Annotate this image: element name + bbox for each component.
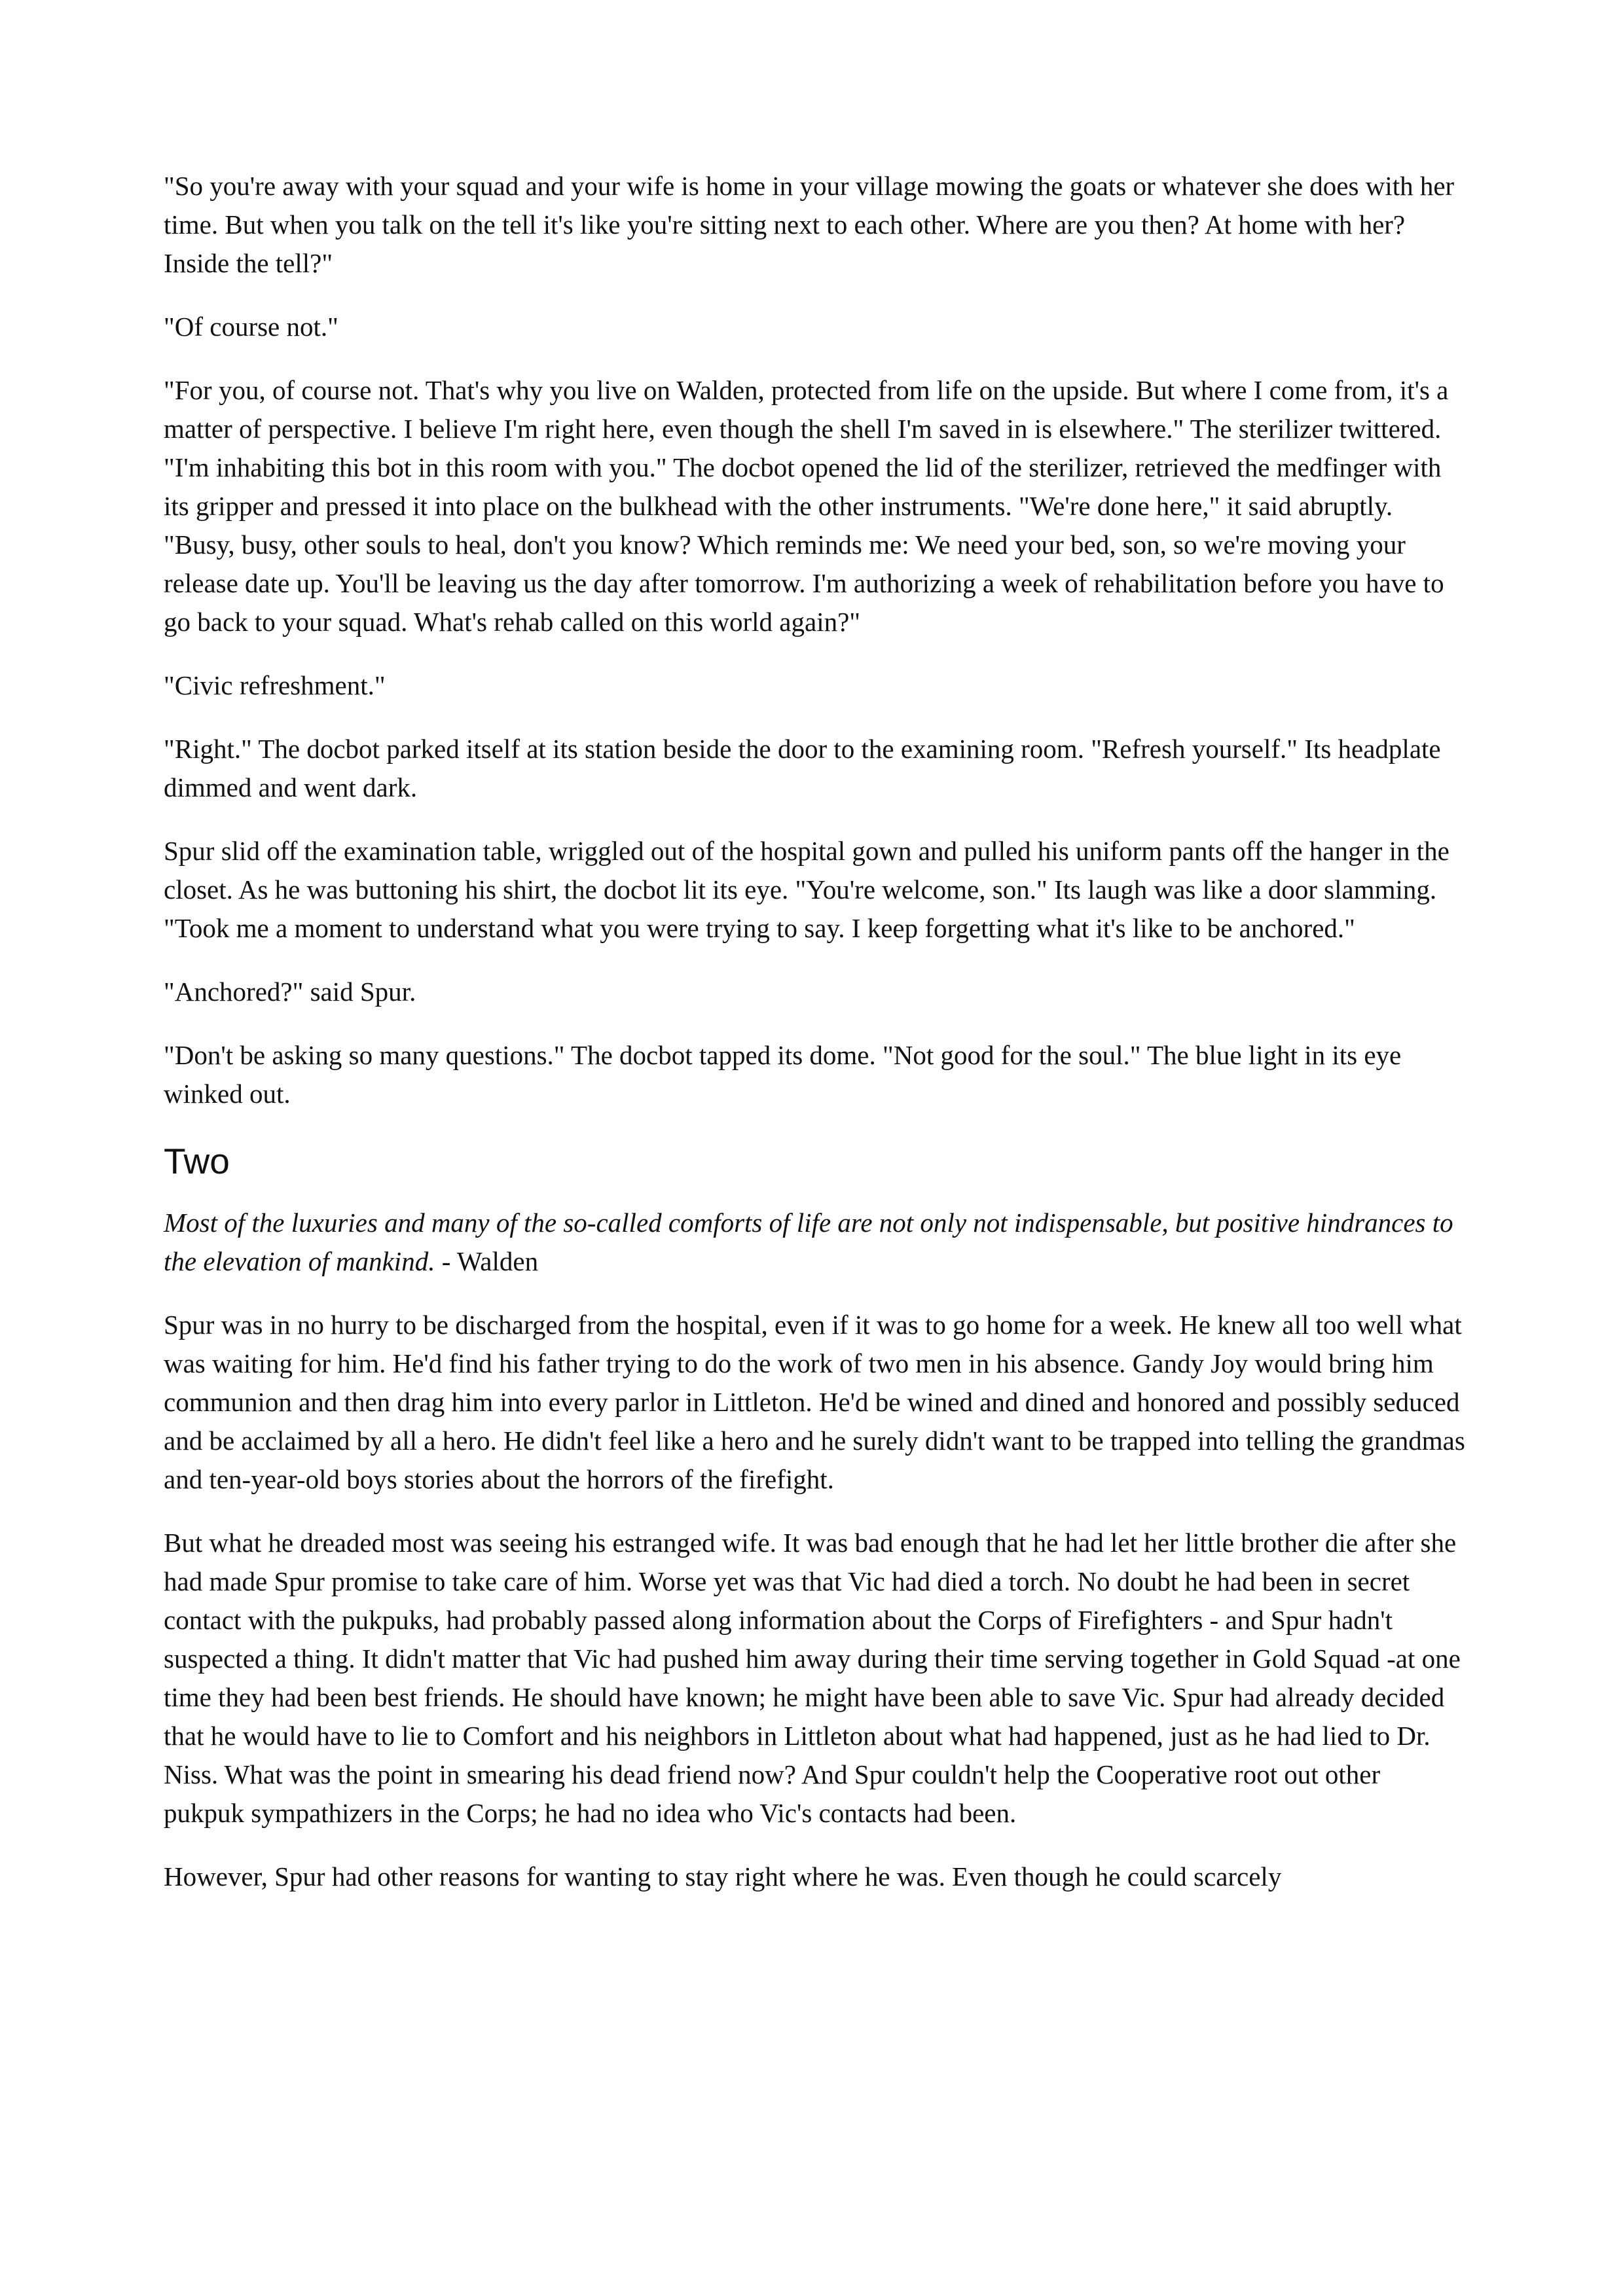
epigraph-quote: Most of the luxuries and many of the so-called comforts of life are not only not indispensable, but positive hindrances to the elevation of mankind. <box>164 1208 1453 1276</box>
paragraph: "For you, of course not. That's why you live on Walden, protected from life on the upside. But where I come from, it's a matter of perspective. I believe I'm right here, even though the shell I'm saved in is elsewhere." The sterilizer twittered. "I'm inhabiting this bot in this room with you." The docbot opened the lid of the sterilizer, retrieved the medfinger with its gripper and pressed it into place on the bulkhead with the other instruments. "We're done here," it said abruptly. "Busy, busy, other souls to heal, don't you know? Which reminds me: We need your bed, son, so we're moving your release date up. You'll be leaving us the day after tomorrow. I'm authorizing a week of rehabilitation before you have to go back to your squad. What's rehab called on this world again?" <box>164 375 1449 637</box>
chapter-heading: Two <box>164 1141 230 1181</box>
paragraph: Spur was in no hurry to be discharged from the hospital, even if it was to go home for a week. He knew all too well what was waiting for him. He'd find his father trying to do the work of two men in his absence. Gandy Joy would bring him communion and then drag him into every parlor in Littleton. He'd be wined and dined and honored and possibly seduced and be acclaimed by all a hero. He didn't feel like a hero and he surely didn't want to be trapped into telling the grandmas and ten-year-old boys stories about the horrors of the firefight. <box>164 1310 1465 1494</box>
paragraph: "Of course not." <box>164 312 338 342</box>
paragraph: But what he dreaded most was seeing his estranged wife. It was bad enough that he had let her little brother die after she had made Spur promise to take care of him. Worse yet was that Vic had died a torch. No doubt he had been in secret contact with the pukpuks, had probably passed along information about the Corps of Firefighters - and Spur hadn't suspected a thing. It didn't matter that Vic had pushed him away during their time serving together in Gold Squad -at one time they had been best friends. He should have known; he might have been able to save Vic. Spur had already decided that he would have to lie to Comfort and his neighbors in Littleton about what had happened, just as he had lied to Dr. Niss. What was the point in smearing his dead friend now? And Spur couldn't help the Cooperative root out other pukpuk sympathizers in the Corps; he had no idea who Vic's contacts had been. <box>164 1528 1461 1828</box>
paragraph: "Don't be asking so many questions." The docbot tapped its dome. "Not good for the soul." The blue light in its eye winked out. <box>164 1040 1402 1109</box>
epigraph-attribution: - Walden <box>435 1246 539 1276</box>
epigraph <box>164 1204 1467 1281</box>
paragraph: "Right." The docbot parked itself at its station beside the door to the examining room. "Refresh yourself." Its headplate dimmed and went dark. <box>164 734 1441 802</box>
document-page <box>164 167 1467 1921</box>
paragraph: "Anchored?" said Spur. <box>164 977 416 1007</box>
paragraph: Spur slid off the examination table, wriggled out of the hospital gown and pulled his uniform pants off the hanger in the closet. As he was buttoning his shirt, the docbot lit its eye. "You're welcome, son." Its laugh was like a door slamming. "Took me a moment to understand what you were trying to say. I keep forgetting what it's like to be anchored." <box>164 836 1450 943</box>
paragraph: "So you're away with your squad and your wife is home in your village mowing the goats or whatever she does with her time. But when you talk on the tell it's like you're sitting next to each other. Where are you then? At home with her? Inside the tell?" <box>164 171 1455 278</box>
paragraph: "Civic refreshment." <box>164 670 386 700</box>
paragraph: However, Spur had other reasons for wanting to stay right where he was. Even though he could scarcely <box>164 1861 1282 1892</box>
